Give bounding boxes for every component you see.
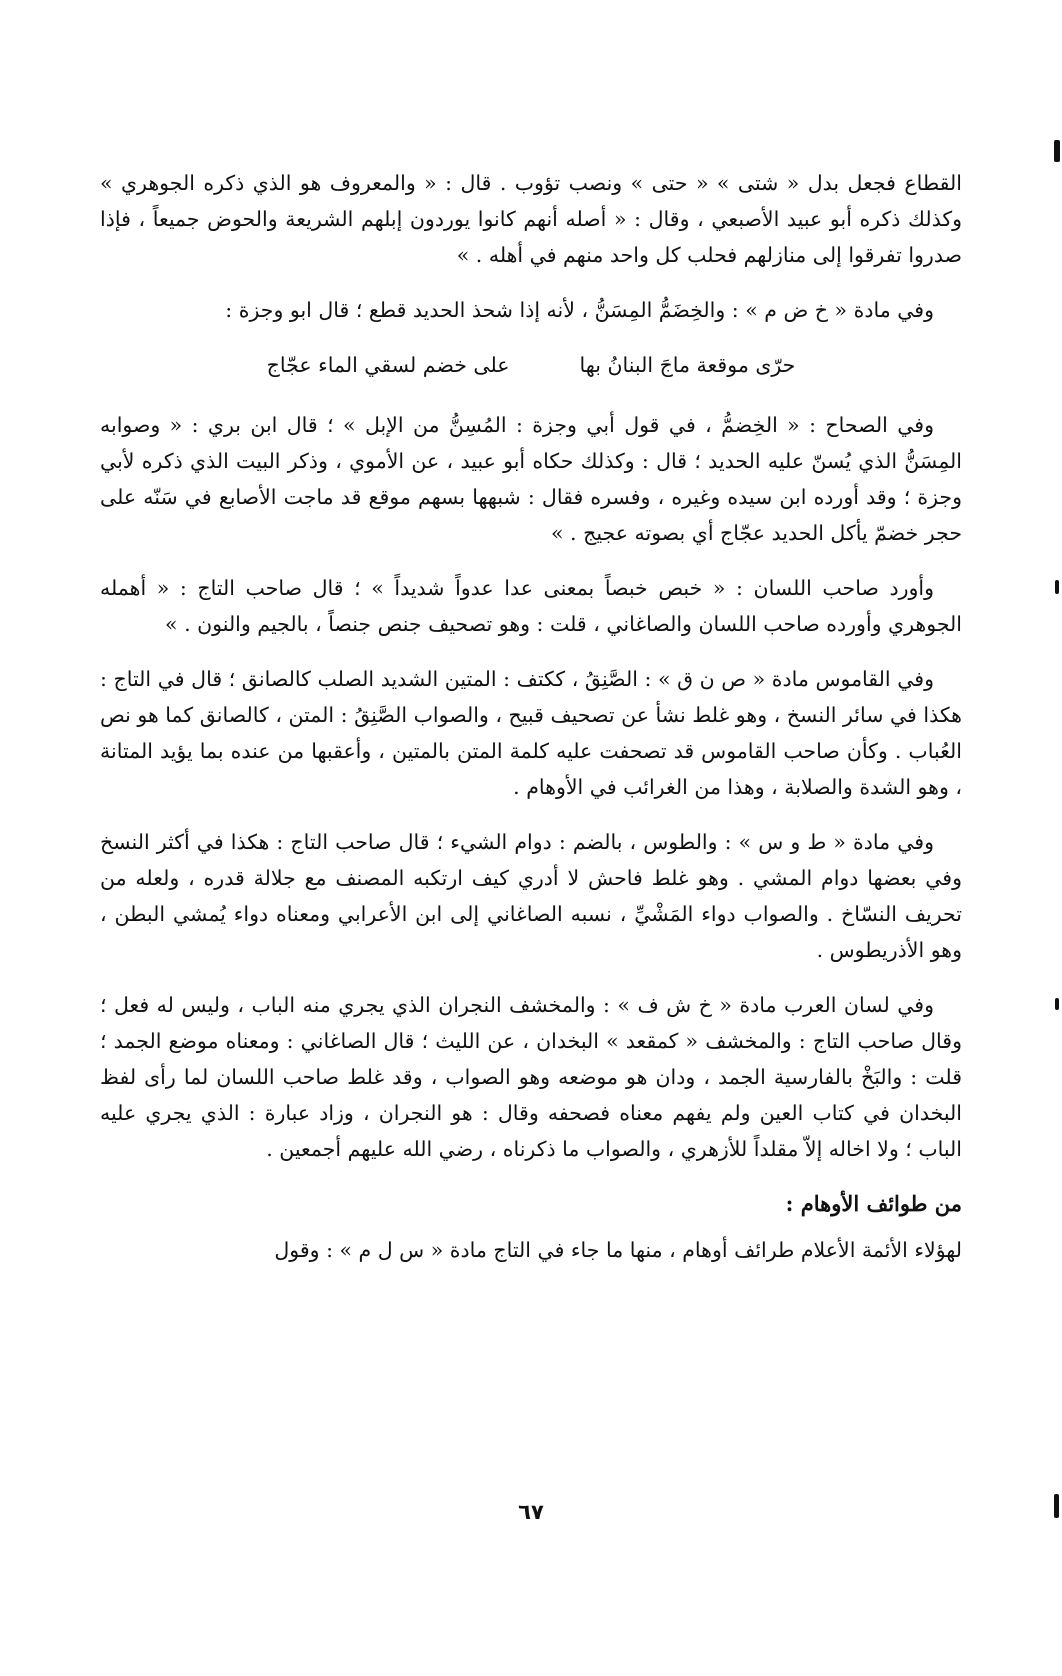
paragraph-tws: وفي مادة « ط و س » : والطوس ، بالضم : دوام الشيء ؛ قال صاحب التاج : هكذا في أكثر النسخ وفي بعضها دوام المشي . وهو غلط فاحش لا أدري كيف ارتكبه المصنف مع جلالة قدره ، ولعله من تحريف النسّاخ . والصواب دواء المَشْيِّ ، نسبه الصاغاني إلى ابن الأعرابي ومعناه دواء يُمشي البطن ، وهو الأذريطوس . [100, 830, 962, 962]
scan-edge-mark [1055, 580, 1059, 594]
section-heading: من طوائف الأوهام : [785, 1191, 962, 1216]
verse-first-hemistich: حرّى موقعة ماجَ البنانُ بها [579, 353, 796, 377]
scan-edge-mark [1054, 140, 1060, 162]
scan-edge-mark [1055, 998, 1059, 1010]
paragraph-khabs: وأورد صاحب اللسان : « خبص خبصاً بمعنى عدا عدواً شديداً » ؛ قال صاحب التاج : « أهمله الجوهري وأورده صاحب اللسان والصاغاني ، قلت : وهو تصحيف جنص جنصاً ، بالجيم والنون . » [100, 576, 962, 636]
page-number: ٦٧ [518, 1500, 544, 1524]
verse-second-hemistich: على خضم لسقي الماء عجّاج [266, 353, 510, 377]
paragraph-sihah: وفي الصحاح : « الخِضمُّ ، في قول أبي وجزة : المُسِنُّ من الإبل » ؛ قال ابن بري : « وصوابه المِسَنُّ الذي يُسنّ عليه الحديد ؛ قال : وكذلك حكاه أبو عبيد ، عن الأموي ، وذكر البيت الذي ذكره لأبي وجزة ؛ وقد أورده ابن سيده وغيره ، وفسره فقال : شبهها بسهم موقع قد ماجت الأصابع في سَنّه على حجر خضمّ يأكل الحديد عجّاج أي بصوته عجيج . » [100, 413, 962, 545]
paragraph-last: لهؤلاء الأئمة الأعلام طرائف أوهام ، منها ما جاء في التاج مادة « س ل م » : وقول [274, 1238, 962, 1262]
paragraph-sanq: وفي القاموس مادة « ص ن ق » : الصَّنِقُ ، ككتف : المتين الشديد الصلب كالصانق ؛ قال في التاج : هكذا في سائر النسخ ، وهو غلط نشأ عن تصحيف قبيح ، والصواب الصَّنِقُ : المتن ، كالصانق كما هو نص العُباب . وكأن صاحب القاموس قد تصحفت عليه كلمة المتن بالمتين ، وأعقبها من عنده بما يؤيد المتانة ، وهو الشدة والصلابة ، وهذا من الغرائب في الأوهام . [100, 667, 962, 799]
poetry-verse [100, 347, 962, 383]
paragraph-qataa: القطاع فجعل بدل « شتى » « حتى » ونصب تؤوب . قال : « والمعروف هو الذي ذكره الجوهري » وكذلك ذكره أبو عبيد الأصبعي ، وقال : « أصله أنهم كانوا يوردون إبلهم الشريعة والحوض جميعاً ، فإذا صدروا تفرقوا إلى منازلهم فحلب كل واحد منهم في أهله . » [100, 171, 962, 267]
paragraph-khshf: وفي لسان العرب مادة « خ ش ف » : والمخشف النجران الذي يجري منه الباب ، وليس له فعل ؛ وقال صاحب التاج : والمخشف « كمقعد » البخدان ، عن الليث ؛ قال الصاغاني : ومعناه موضع الجمد ؛ قلت : والبَخْ بالفارسية الجمد ، ودان هو موضعه وهو الصواب ، وقد غلط صاحب اللسان لما رأى لفظ البخدان في كتاب العين ولم يفهم معناه فصحفه وقال : هو النجران ، وزاد عبارة : الذي يجري عليه الباب ؛ ولا اخاله إلاّ مقلداً للأزهري ، والصواب ما ذكرناه ، رضي الله عليهم أجمعين . [100, 993, 962, 1161]
scan-edge-mark [1054, 1494, 1059, 1518]
page-body [100, 165, 962, 1287]
paragraph-khdm: وفي مادة « خ ض م » : والخِضَمُّ المِسَنُّ ، لأنه إذا شحذ الحديد قطع ؛ قال ابو وجزة : [225, 298, 934, 322]
